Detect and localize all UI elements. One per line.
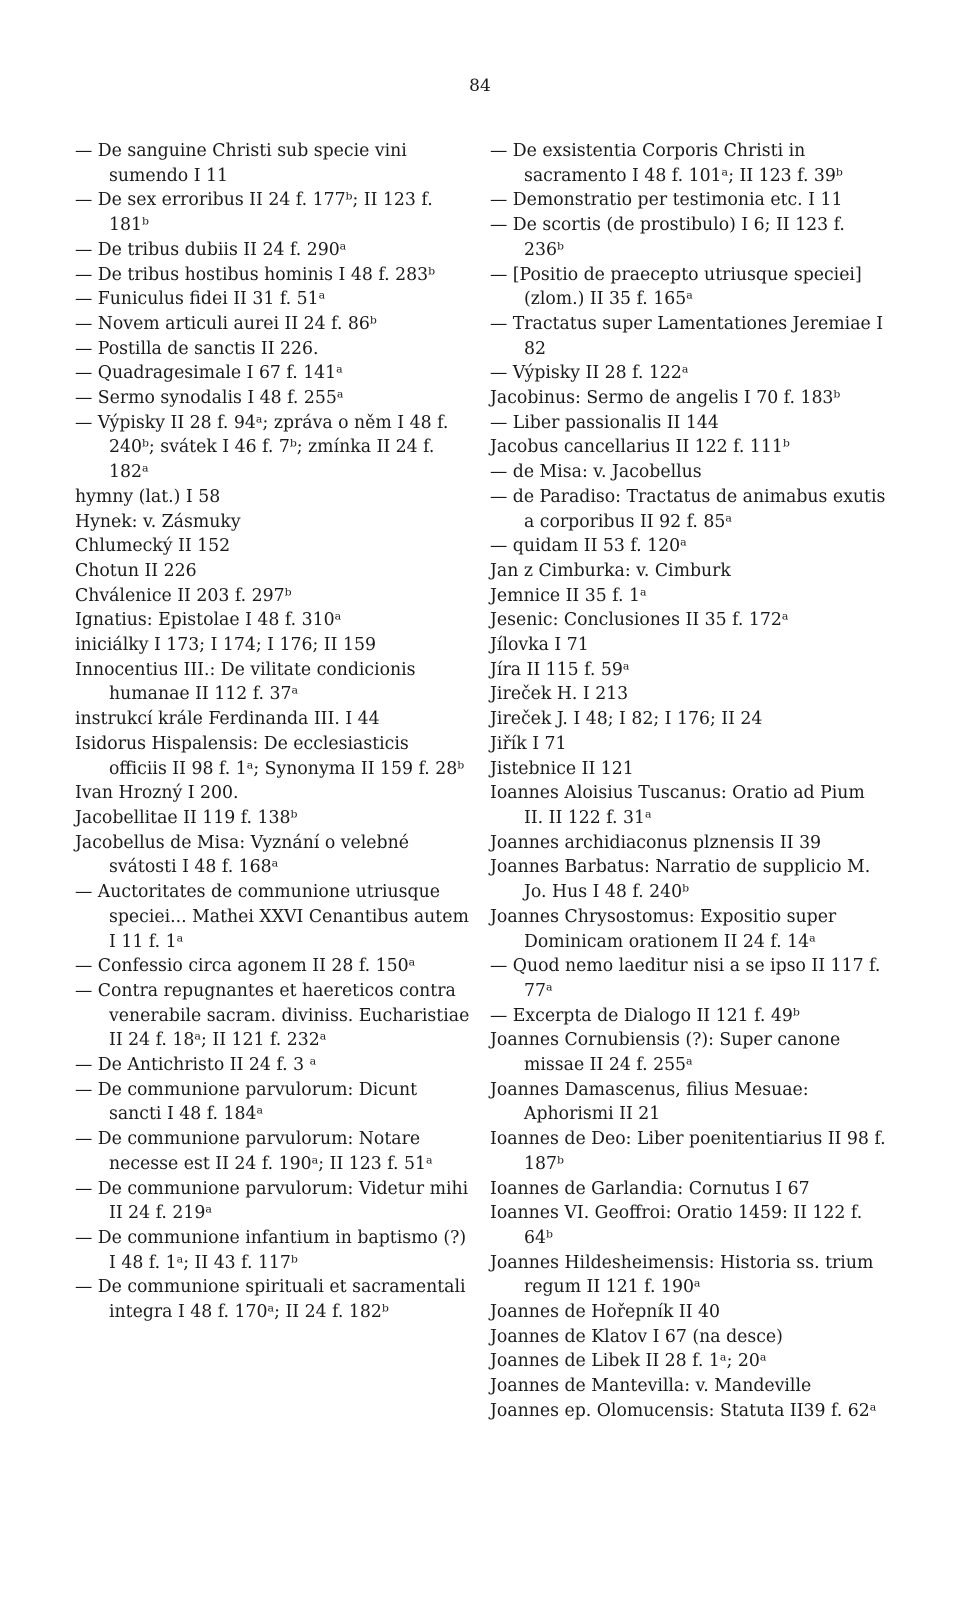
index-entry: Jacobellitae II 119 f. 138ᵇ — [75, 807, 298, 828]
index-entry: Chlumecký II 152 — [75, 536, 231, 557]
index-entry: iniciálky I 173; I 174; I 176; II 159 — [75, 635, 376, 656]
index-entry: — Novem articuli aurei II 24 f. 86ᵇ — [75, 313, 377, 334]
index-entry: instrukcí krále Ferdinanda III. I 44 — [75, 709, 380, 730]
index-entry: Joannes Chrysostomus: Expositio super Dominicam orationem II 24 f. 14ᵃ — [490, 906, 837, 952]
index-entry: — De exsistentia Corporis Christi in sacramento I 48 f. 101ᵃ; II 123 f. 39ᵇ — [490, 141, 843, 186]
index-entry: Joannes de Mantevilla: v. Mandeville — [490, 1376, 812, 1397]
index-entry: — Demonstratio per testimonia etc. I 11 — [490, 190, 843, 211]
index-entry: — Výpisky II 28 f. 94ᵃ; zpráva o něm I 48 f. 240ᵇ; svátek I 46 f. 7ᵇ; zmínka II 24 f. 182ᵃ — [75, 412, 449, 483]
index-entry: — Confessio circa agonem II 28 f. 150ᵃ — [75, 956, 416, 977]
index-entry: — Excerpta de Dialogo II 121 f. 49ᵇ — [490, 1005, 800, 1026]
index-entry: — De communione infantium in baptismo (?) I 48 f. 1ᵃ; II 43 f. 117ᵇ — [75, 1227, 467, 1273]
index-entry: Jacobus cancellarius II 122 f. 111ᵇ — [490, 437, 790, 458]
index-entry: hymny (lat.) I 58 — [75, 486, 221, 507]
index-entry: Chválenice II 203 f. 297ᵇ — [75, 585, 292, 606]
index-entry: Jiřík I 71 — [490, 733, 567, 754]
index-entry: Joannes de Klatov I 67 (na desce) — [490, 1326, 783, 1347]
index-entry: — Auctoritates de communione utriusque speciei... Mathei XXVI Cenantibus autem I 11 f. 1ᵃ — [75, 882, 469, 952]
index-entry: — Sermo synodalis I 48 f. 255ᵃ — [75, 388, 344, 409]
index-entry: Joannes de Libek II 28 f. 1ᵃ; 20ᵃ — [490, 1351, 767, 1372]
index-entry: Joannes Hildesheimensis: Historia ss. trium regum II 121 f. 190ᵃ — [490, 1252, 874, 1298]
index-entry: — quidam II 53 f. 120ᵃ — [490, 536, 687, 557]
index-entry: Isidorus Hispalensis: De ecclesiasticis officiis II 98 f. 1ᵃ; Synonyma II 159 f. 28ᵇ — [75, 733, 465, 779]
index-entry: — Contra repugnantes et haereticos contra venerabile sacram. diviniss. Eucharistiae II 24 f. 18ᵃ; II 121 f. 232ᵃ — [75, 980, 470, 1051]
index-entry: Hynek: v. Zásmuky — [75, 511, 241, 532]
index-entry: Innocentius III.: De vilitate condicionis humanae II 112 f. 37ᵃ — [75, 659, 416, 705]
index-entry: — Funiculus fidei II 31 f. 51ᵃ — [75, 289, 326, 310]
index-entry: — Tractatus super Lamentationes Jeremiae I 82 — [490, 313, 884, 359]
index-entry: Jan z Cimburka: v. Cimburk — [490, 560, 731, 581]
index-entry: — De Antichristo II 24 f. 3 ᵃ — [75, 1055, 317, 1076]
index-entry: — De communione parvulorum: Notare necesse est II 24 f. 190ᵃ; II 123 f. 51ᵃ — [75, 1129, 433, 1174]
index-entry: — De scortis (de prostibulo) I 6; II 123 f. 236ᵇ — [490, 215, 845, 260]
index-entry: Jireček J. I 48; I 82; I 176; II 24 — [490, 709, 763, 730]
page-number: 84 — [469, 76, 491, 96]
index-entry: Jílovka I 71 — [490, 635, 589, 656]
index-entry: Joannes Cornubiensis (?): Super canone missae II 24 f. 255ᵃ — [490, 1030, 841, 1076]
index-entry: Jesenic: Conclusiones II 35 f. 172ᵃ — [490, 610, 789, 631]
index-entry: Ioannes de Deo: Liber poenitentiarius II 98 f. 187ᵇ — [490, 1129, 886, 1174]
left-index-column — [75, 139, 471, 1325]
index-entry: — De communione spirituali et sacramentali integra I 48 f. 170ᵃ; II 24 f. 182ᵇ — [75, 1277, 466, 1323]
index-entry: Jistebnice II 121 — [490, 758, 634, 779]
index-entry: — De sanguine Christi sub specie vini sumendo I 11 — [75, 141, 407, 186]
index-entry: — De communione parvulorum: Videtur mihi II 24 f. 219ᵃ — [75, 1178, 469, 1224]
index-entry: Jireček H. I 213 — [490, 684, 629, 705]
index-entry: — de Paradiso: Tractatus de animabus exutis a corporibus II 92 f. 85ᵃ — [490, 486, 886, 532]
index-entry: Chotun II 226 — [75, 560, 197, 581]
index-entry: — De sex erroribus II 24 f. 177ᵇ; II 123 f. 181ᵇ — [75, 190, 433, 236]
index-entry: — Quod nemo laeditur nisi a se ipso II 117 f. 77ᵃ — [490, 956, 881, 1001]
index-entry: Ignatius: Epistolae I 48 f. 310ᵃ — [75, 610, 342, 631]
index-entry: Joannes archidiaconus plznensis II 39 — [490, 832, 822, 853]
index-entry: Jacobinus: Sermo de angelis I 70 f. 183ᵇ — [490, 388, 841, 409]
index-entry: Ioannes de Garlandia: Cornutus I 67 — [490, 1178, 810, 1199]
index-entry: — De communione parvulorum: Dicunt sancti I 48 f. 184ᵃ — [75, 1079, 418, 1125]
index-entry: — Postilla de sanctis II 226. — [75, 338, 319, 359]
index-entry: — De tribus hostibus hominis I 48 f. 283ᵇ — [75, 264, 435, 285]
index-entry: — Liber passionalis II 144 — [490, 412, 719, 433]
index-entry: Joannes de Hořepník II 40 — [490, 1302, 721, 1323]
index-entry: — De tribus dubiis II 24 f. 290ᵃ — [75, 239, 347, 260]
index-entry: Jemnice II 35 f. 1ᵃ — [490, 585, 647, 606]
index-entry: — de Misa: v. Jacobellus — [490, 462, 702, 483]
index-entry: — [Positio de praecepto utriusque speciei] (zlom.) II 35 f. 165ᵃ — [490, 264, 862, 310]
index-entry: Joannes Damascenus, filius Mesuae: Aphorismi II 21 — [490, 1079, 809, 1125]
index-entry: Ioannes VI. Geoffroi: Oratio 1459: II 122 f. 64ᵇ — [490, 1203, 863, 1248]
index-entry: — Quadragesimale I 67 f. 141ᵃ — [75, 363, 343, 384]
index-entry: Joannes ep. Olomucensis: Statuta II39 f. 62ᵃ — [490, 1400, 877, 1421]
index-entry: Ivan Hrozný I 200. — [75, 783, 239, 804]
index-entry: Ioannes Aloisius Tuscanus: Oratio ad Pium II. II 122 f. 31ᵃ — [490, 783, 865, 828]
index-entry: Joannes Barbatus: Narratio de supplicio M. Jo. Hus I 48 f. 240ᵇ — [490, 857, 871, 903]
right-index-column — [490, 139, 886, 1424]
index-entry: — Výpisky II 28 f. 122ᵃ — [490, 363, 689, 384]
index-entry: Jíra II 115 f. 59ᵃ — [490, 659, 630, 680]
index-entry: Jacobellus de Misa: Vyznání o velebné svátosti I 48 f. 168ᵃ — [75, 832, 409, 878]
